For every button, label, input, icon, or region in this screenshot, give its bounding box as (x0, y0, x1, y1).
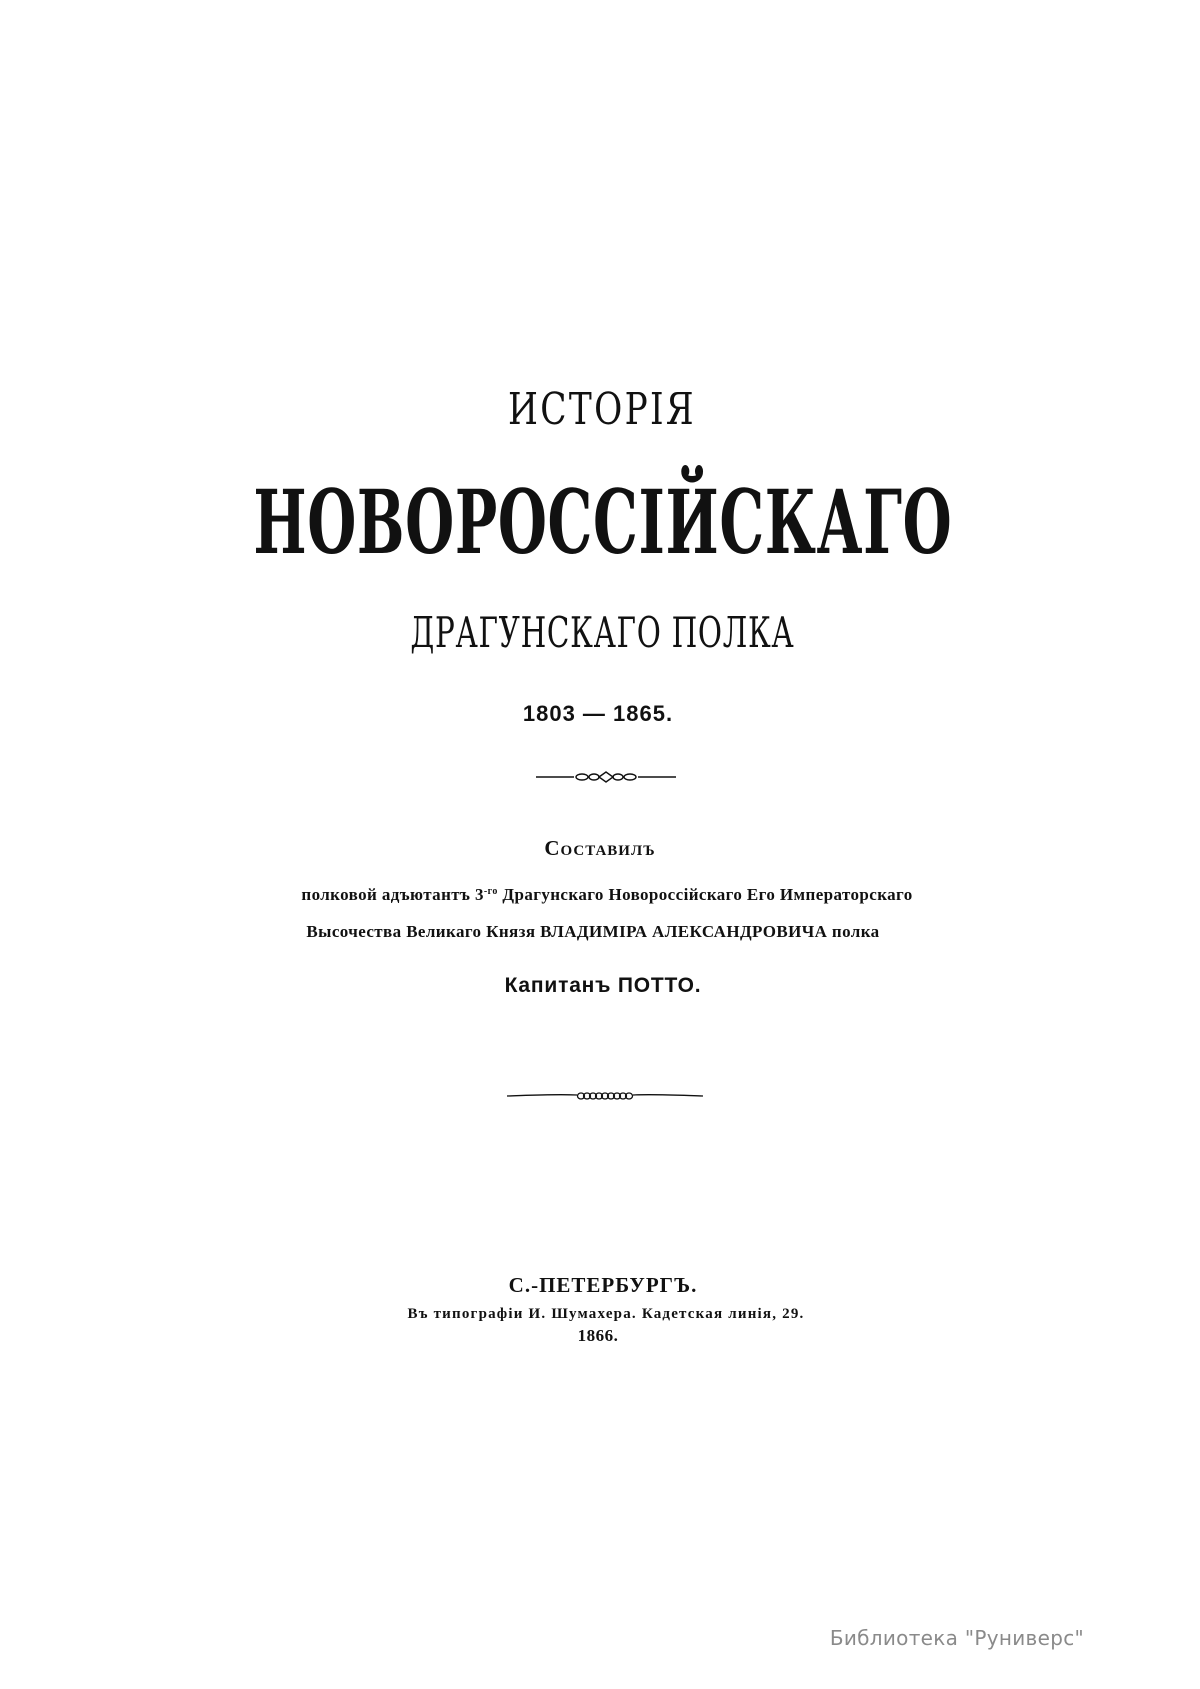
title-line-dragoon-regiment: ДРАГУНСКАГО ПОЛКА (410, 608, 795, 657)
publication-year: 1866. (577, 1326, 619, 1345)
title-line-history: ИСТОРІЯ (507, 384, 696, 435)
ornament-divider-small (536, 770, 676, 784)
title-line-novorossiysk: НОВОРОССІЙСКАГО (253, 470, 953, 574)
years-range: 1803 — 1865. (522, 701, 674, 726)
library-watermark: Библиотека "Руниверс" (829, 1626, 1084, 1650)
compiled-by-label: Составилъ (544, 836, 656, 860)
author-rank-line-1-post: Драгунскаго Новороссійскаго Его Императорскаго (497, 885, 913, 904)
author-rank-line-2: Высочества Великаго Князя ВЛАДИМІРА АЛЕКСАНДРОВИЧА полка (306, 922, 880, 941)
author-rank-line-1 (7, 886, 1200, 903)
printer-info: Въ типографіи И. Шумахера. Кадетская линія, 29. (407, 1306, 805, 1322)
publication-city: С.-ПЕТЕРБУРГЪ. (508, 1273, 698, 1297)
author-name: Капитанъ ПОТТО. (504, 974, 702, 997)
author-rank-line-1-sup: -го (483, 886, 498, 897)
ornament-divider-large (507, 1090, 703, 1102)
author-rank-line-1-pre: полковой адъютантъ 3 (301, 885, 484, 904)
